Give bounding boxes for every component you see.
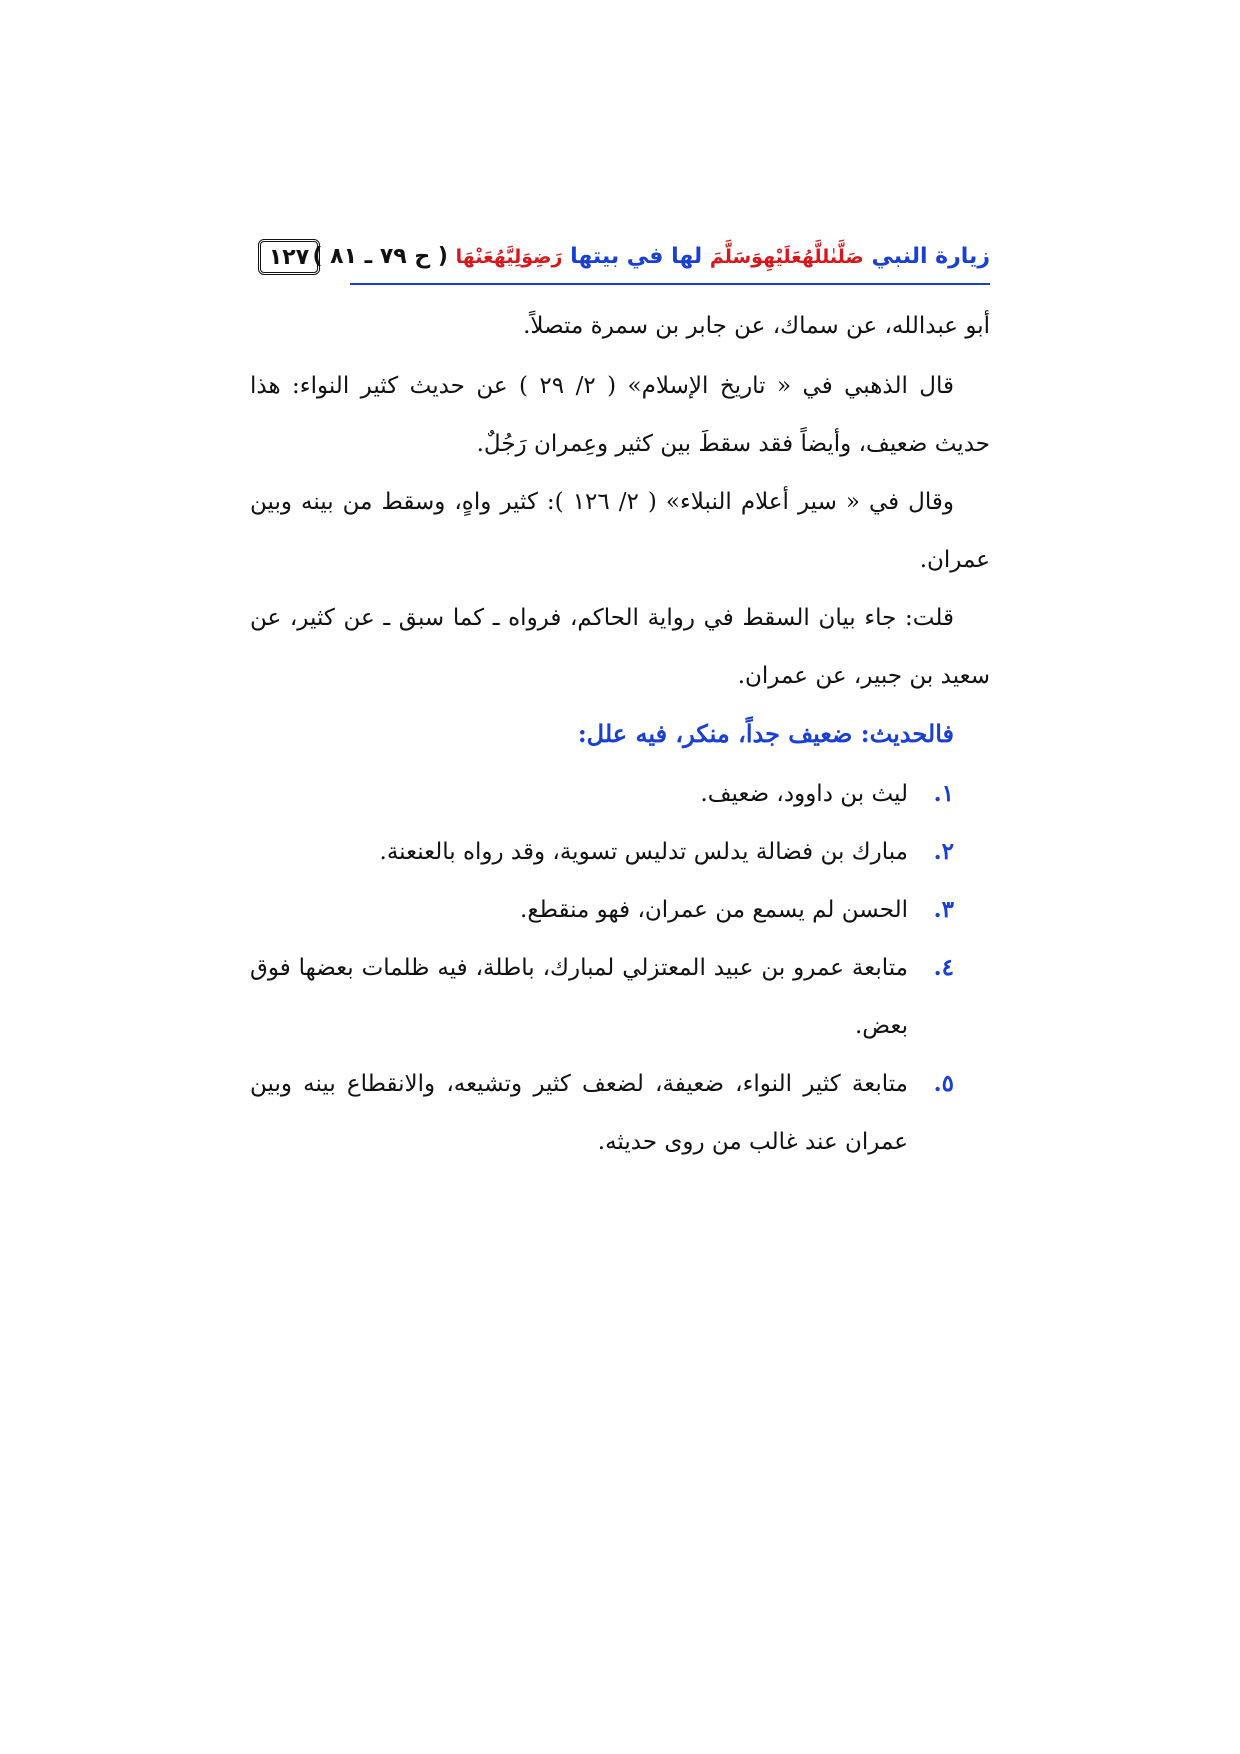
paragraph-2: قال الذهبي في « تاريخ الإسلام» ( ٢/ ٢٩ ) عن حديث كثير النواء: هذا حديث ضعيف، وأيضاً فقد سقطَ بين كثير وعِمران رَجُلٌ. [250, 373, 990, 457]
list-item [250, 823, 954, 881]
list-item [250, 881, 954, 939]
defects-list [250, 765, 954, 1171]
item-number: ٢. [933, 838, 954, 865]
header-divider [350, 283, 990, 285]
paragraph-1: أبو عبدالله، عن سماك، عن جابر بن سمرة متصلاً. [523, 313, 990, 339]
item-number: ٤. [933, 954, 954, 981]
hadith-range: ( ح ٧٩ ـ ٨١ ) [312, 244, 448, 269]
honorific-prophet: صَلَّىٰللَّهُعَلَيْهِوَسَلَّمَ [709, 246, 864, 268]
paragraph-3: وقال في « سير أعلام النبلاء» ( ٢/ ١٢٦ ): كثير واهٍ، وسقط من بينه وبين عمران. [250, 489, 990, 573]
list-item [250, 939, 954, 1055]
page-header [258, 237, 990, 281]
honorific-female: رَضِوَلِيَّهُعَنْهَا [455, 246, 563, 268]
list-item [250, 1055, 954, 1171]
item-text: متابعة عمرو بن عبيد المعتزلي لمبارك، باطلة، فيه ظلمات بعضها فوق بعض. [250, 955, 908, 1039]
list-item [250, 765, 954, 823]
paragraph-4: قلت: جاء بيان السقط في رواية الحاكم، فرواه ـ كما سبق ـ عن كثير، عن سعيد بن جبير، عن عمران. [250, 605, 990, 689]
item-number: ٣. [933, 896, 954, 923]
title-part-2: لها في بيتها [570, 244, 703, 269]
title-part-1: زيارة النبي [871, 244, 990, 269]
page-number: ١٢٧ [258, 239, 320, 275]
item-text: ليث بن داوود، ضعيف. [700, 781, 908, 807]
item-number: ١. [933, 780, 954, 807]
item-number: ٥. [933, 1070, 954, 1097]
running-title [312, 237, 990, 277]
item-text: مبارك بن فضالة يدلس تدليس تسوية، وقد رواه بالعنعنة. [379, 839, 908, 865]
verdict-heading: فالحديث: ضعيف جداً، منكر، فيه علل: [577, 719, 954, 748]
item-text: الحسن لم يسمع من عمران، فهو منقطع. [520, 897, 908, 923]
item-text: متابعة كثير النواء، ضعيفة، لضعف كثير وتشيعه، والانقطاع بينه وبين عمران عند غالب من روى حديثه. [250, 1071, 908, 1155]
